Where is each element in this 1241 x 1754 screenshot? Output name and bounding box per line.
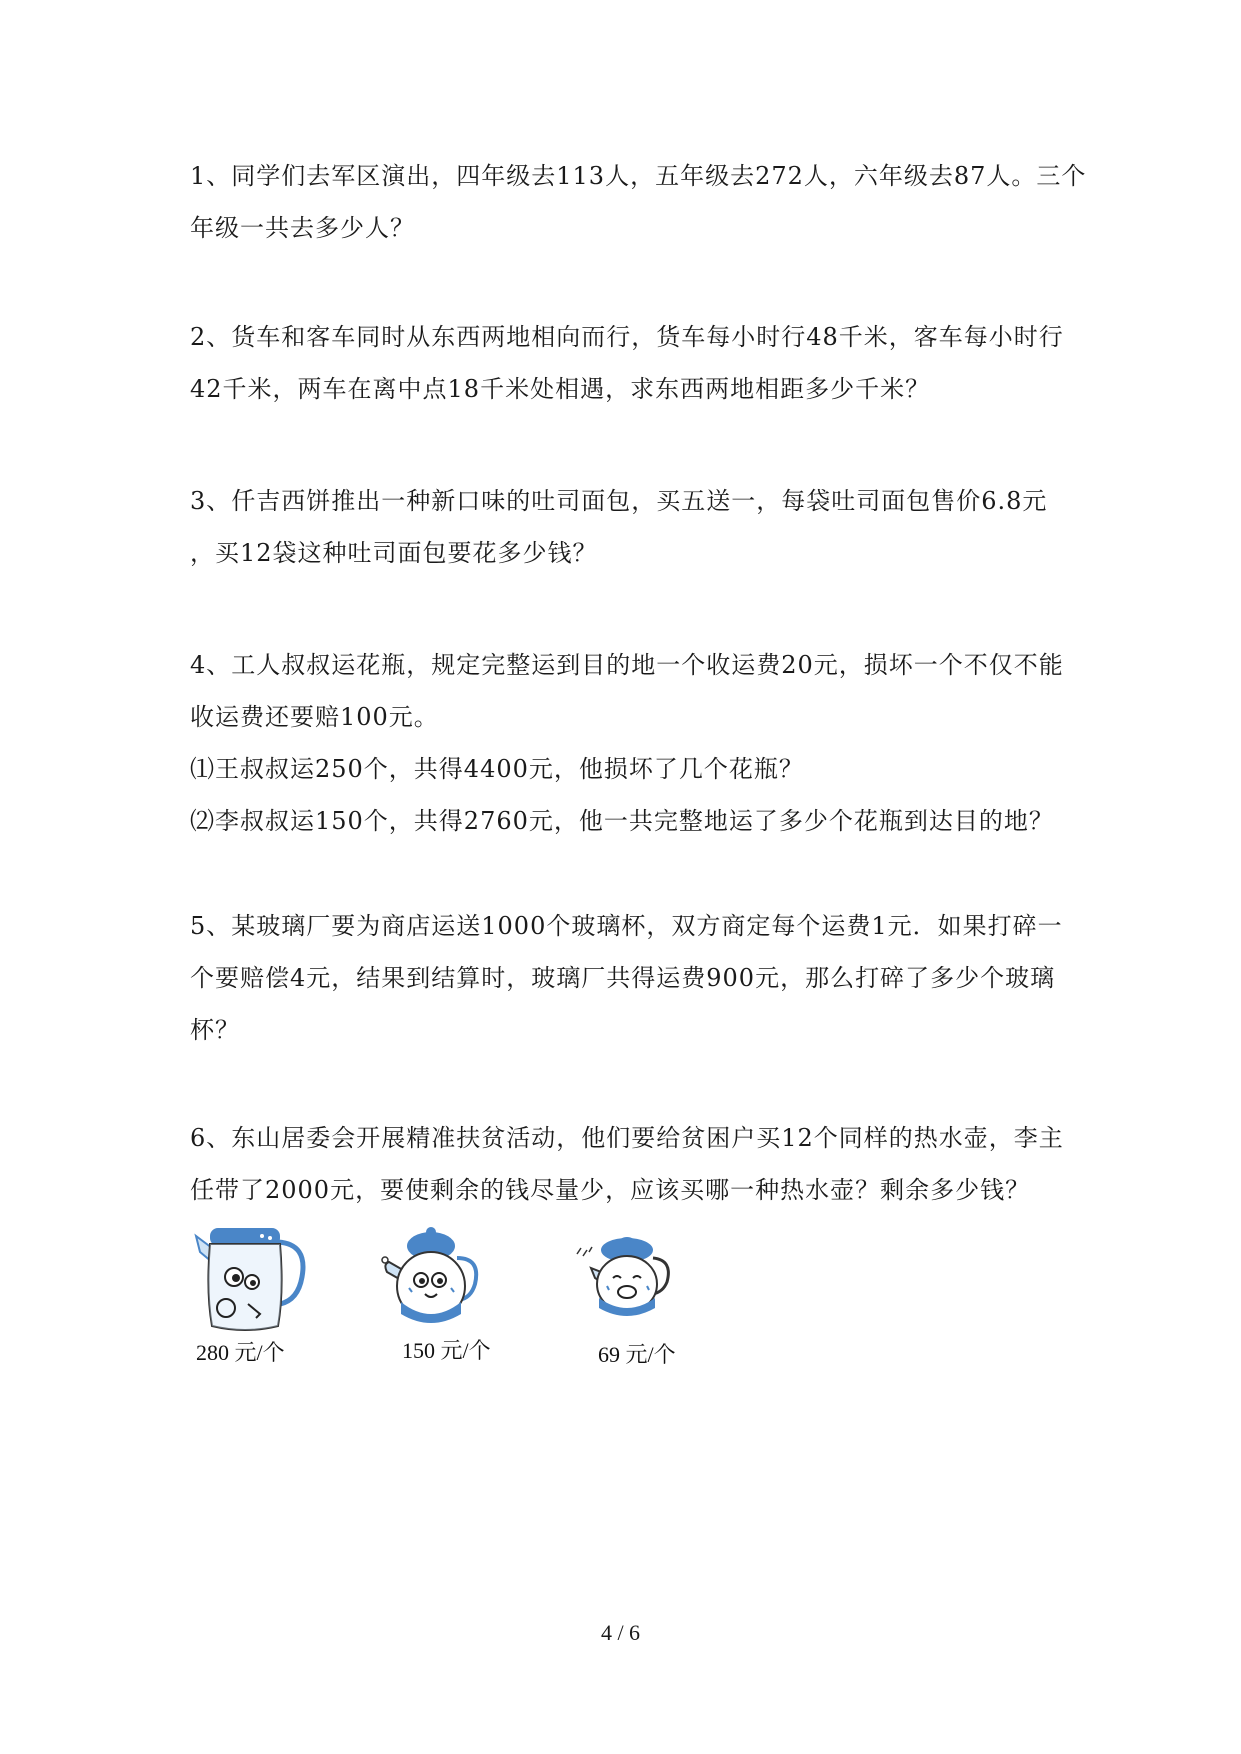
problem-1: [190, 150, 1087, 254]
problem-1-line-2: 年级一共去多少人？: [190, 214, 415, 242]
problem-5-line-2: 个要赔偿4元，结果到结算时，玻璃厂共得运费900元，那么打碎了多少个玻璃: [190, 964, 1056, 992]
kettle-options: [190, 1222, 890, 1382]
page-number: 4 / 6: [600, 1620, 641, 1645]
problem-3-line-1: 3、仟吉西饼推出一种新口味的吐司面包，买五送一，每袋吐司面包售价6.8元: [190, 487, 1048, 515]
kettle-1-price: 280 元/个: [196, 1340, 285, 1365]
problem-4-subquestion-2: ⑵李叔叔运150个，共得2760元，他一共完整地运了多少个花瓶到达目的地？: [190, 807, 1054, 835]
problem-3-line-2: ，买12袋这种吐司面包要花多少钱？: [190, 539, 598, 567]
problem-2-line-1: 2、货车和客车同时从东西两地相向而行，货车每小时行48千米，客车每小时行: [190, 323, 1064, 351]
problem-4-line-1: 4、工人叔叔运花瓶，规定完整运到目的地一个收运费20元，损坏一个不仅不能: [190, 651, 1064, 679]
problem-2: [190, 311, 1064, 415]
problem-6-line-2: 任带了2000元，要使剩余的钱尽量少，应该买哪一种热水壶？剩余多少钱？: [190, 1176, 1031, 1204]
problem-5: [190, 900, 1063, 1056]
problem-6-line-1: 6、东山居委会开展精准扶贫活动，他们要给贫困户买12个同样的热水壶，李主: [190, 1124, 1064, 1152]
problem-5-line-3: 杯？: [190, 1016, 240, 1044]
problem-4: [190, 639, 1064, 847]
problem-4-line-2: 收运费还要赔100元。: [190, 703, 439, 731]
kettle-2-price: 150 元/个: [402, 1338, 491, 1363]
problem-2-line-2: 42千米，两车在离中点18千米处相遇，求东西两地相距多少千米？: [190, 375, 931, 403]
problem-6: [190, 1112, 1064, 1216]
problem-3: [190, 475, 1060, 579]
kettle-3-price: 69 元/个: [598, 1342, 676, 1367]
problem-5-line-1: 5、某玻璃厂要为商店运送1000个玻璃杯，双方商定每个运费1元．如果打碎一: [190, 912, 1063, 940]
problem-4-subquestion-1: ⑴王叔叔运250个，共得4400元，他损坏了几个花瓶？: [190, 755, 804, 783]
problem-1-line-1: 1、同学们去军区演出，四年级去113人，五年级去272人，六年级去87人。三个: [190, 162, 1087, 190]
